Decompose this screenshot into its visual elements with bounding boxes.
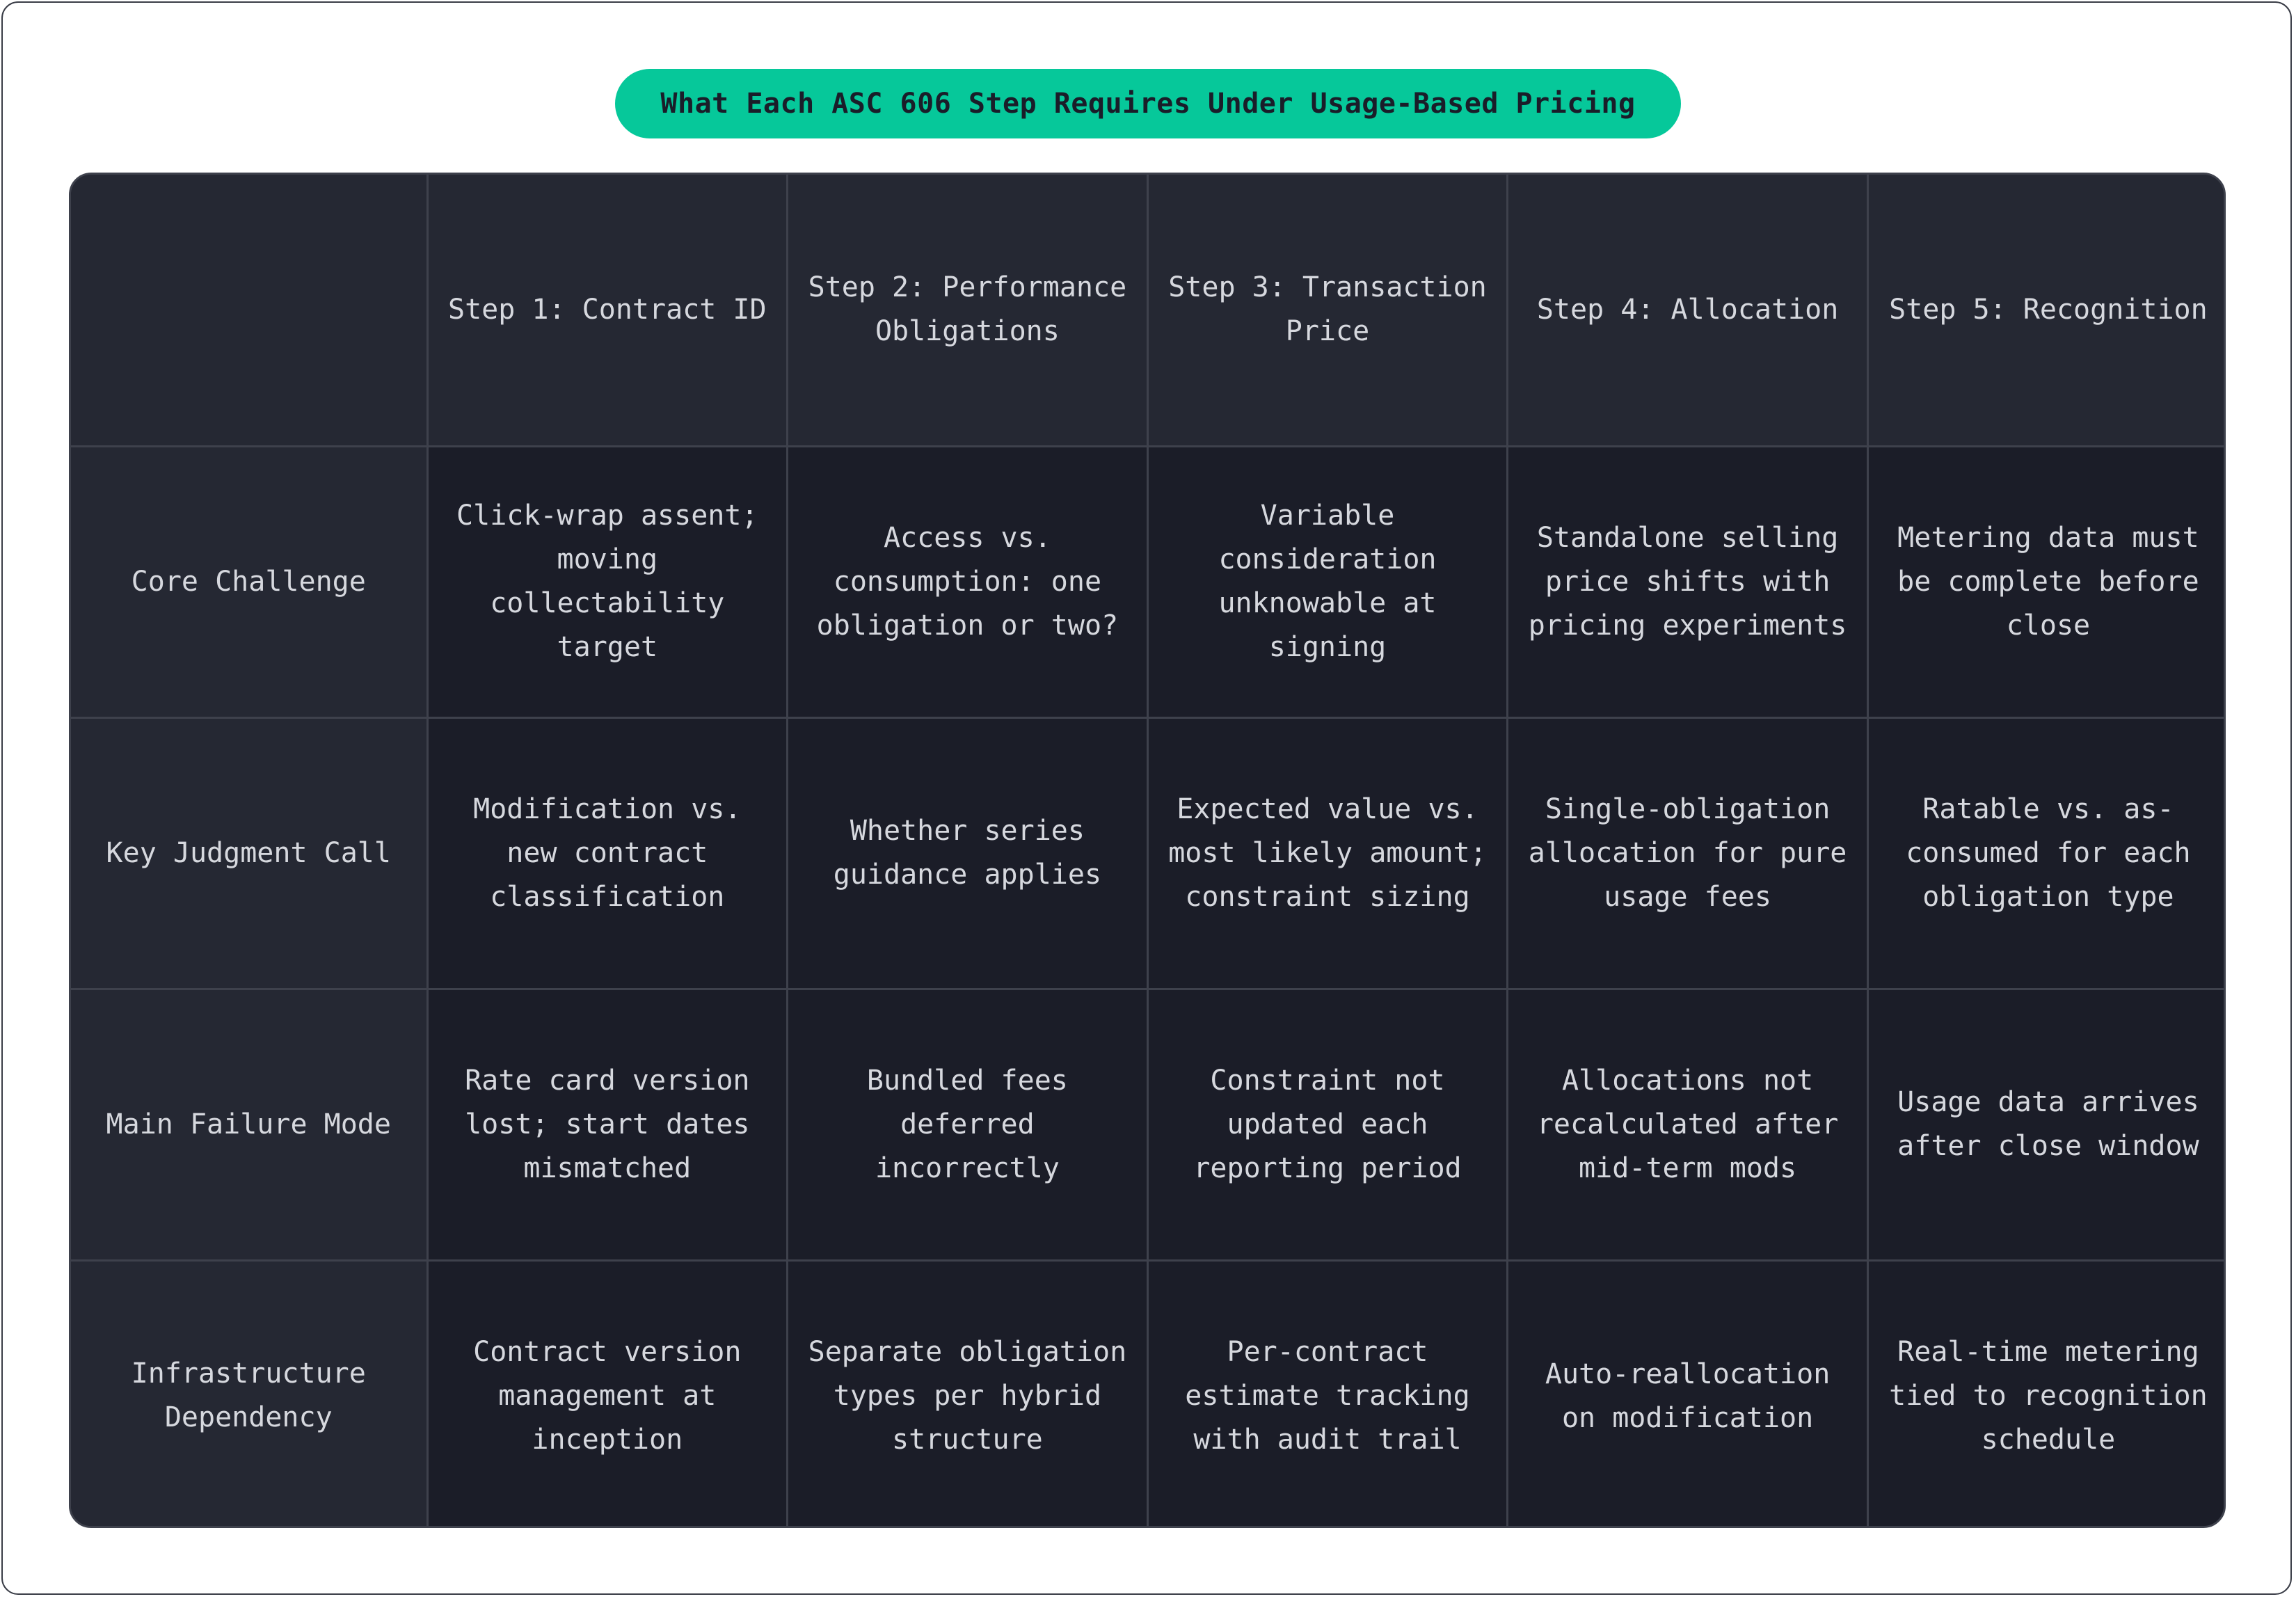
- cell-main-failure-mode-step-1: Rate card version lost; start dates mismatched: [427, 989, 788, 1260]
- column-header-step-1: Step 1: Contract ID: [427, 175, 788, 446]
- cell-key-judgment-call-step-5: Ratable vs. as-consumed for each obligation type: [1867, 717, 2226, 989]
- cell-infrastructure-dependency-step-5: Real-time metering tied to recognition schedule: [1867, 1260, 2226, 1528]
- row-main-failure-mode: [71, 989, 2226, 1260]
- cell-main-failure-mode-step-2: Bundled fees deferred incorrectly: [788, 989, 1148, 1260]
- diagram-title: What Each ASC 606 Step Requires Under Usage-Based Pricing: [615, 69, 1681, 138]
- row-header-infrastructure-dependency: Infrastructure Dependency: [71, 1260, 427, 1528]
- matrix-table: [71, 175, 2226, 1528]
- cell-key-judgment-call-step-1: Modification vs. new contract classification: [427, 717, 788, 989]
- cell-core-challenge-step-5: Metering data must be complete before close: [1867, 446, 2226, 717]
- column-header-step-4: Step 4: Allocation: [1508, 175, 1868, 446]
- cell-key-judgment-call-step-2: Whether series guidance applies: [788, 717, 1148, 989]
- row-infrastructure-dependency: [71, 1260, 2226, 1528]
- cell-infrastructure-dependency-step-2: Separate obligation types per hybrid structure: [788, 1260, 1148, 1528]
- cell-core-challenge-step-2: Access vs. consumption: one obligation or two?: [788, 446, 1148, 717]
- asc606-matrix: [69, 173, 2226, 1528]
- row-core-challenge: [71, 446, 2226, 717]
- column-header-step-2: Step 2: Performance Obligations: [788, 175, 1148, 446]
- corner-cell: [71, 175, 427, 446]
- row-header-key-judgment-call: Key Judgment Call: [71, 717, 427, 989]
- cell-infrastructure-dependency-step-3: Per-contract estimate tracking with audit trail: [1147, 1260, 1508, 1528]
- cell-main-failure-mode-step-3: Constraint not updated each reporting period: [1147, 989, 1508, 1260]
- column-header-step-3: Step 3: Transaction Price: [1147, 175, 1508, 446]
- cell-core-challenge-step-3: Variable consideration unknowable at signing: [1147, 446, 1508, 717]
- row-header-main-failure-mode: Main Failure Mode: [71, 989, 427, 1260]
- cell-key-judgment-call-step-3: Expected value vs. most likely amount; constraint sizing: [1147, 717, 1508, 989]
- row-key-judgment-call: [71, 717, 2226, 989]
- cell-key-judgment-call-step-4: Single-obligation allocation for pure usage fees: [1508, 717, 1868, 989]
- cell-infrastructure-dependency-step-1: Contract version management at inception: [427, 1260, 788, 1528]
- cell-main-failure-mode-step-4: Allocations not recalculated after mid-term mods: [1508, 989, 1868, 1260]
- cell-core-challenge-step-4: Standalone selling price shifts with pricing experiments: [1508, 446, 1868, 717]
- cell-main-failure-mode-step-5: Usage data arrives after close window: [1867, 989, 2226, 1260]
- column-header-step-5: Step 5: Recognition: [1867, 175, 2226, 446]
- cell-core-challenge-step-1: Click-wrap assent; moving collectability target: [427, 446, 788, 717]
- header-row: [71, 175, 2226, 446]
- cell-infrastructure-dependency-step-4: Auto-reallocation on modification: [1508, 1260, 1868, 1528]
- row-header-core-challenge: Core Challenge: [71, 446, 427, 717]
